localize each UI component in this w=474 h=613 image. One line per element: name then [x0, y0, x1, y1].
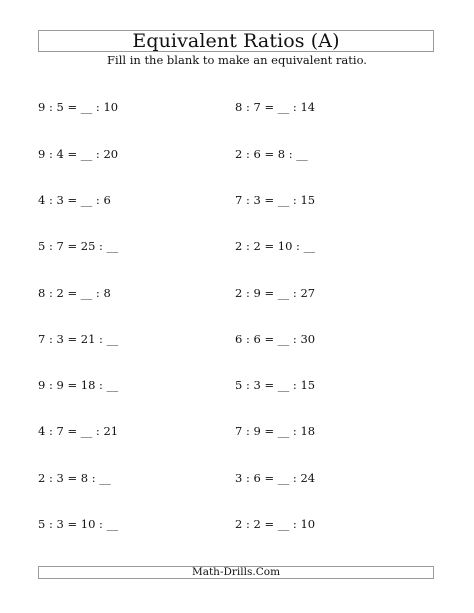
problem-5: 4 : 3 = __ : 6 — [38, 193, 111, 207]
problem-17: 2 : 3 = 8 : __ — [38, 471, 111, 485]
problem-18: 3 : 6 = __ : 24 — [235, 471, 316, 485]
problem-14: 5 : 3 = __ : 15 — [235, 378, 316, 392]
footer-box — [38, 566, 434, 579]
problem-3: 9 : 4 = __ : 20 — [38, 147, 119, 161]
problem-1: 9 : 5 = __ : 10 — [38, 100, 119, 114]
problem-grid — [38, 90, 434, 550]
problem-4: 2 : 6 = 8 : __ — [235, 147, 308, 161]
problem-11: 7 : 3 = 21 : __ — [38, 332, 119, 346]
problem-7: 5 : 7 = 25 : __ — [38, 239, 119, 253]
problem-16: 7 : 9 = __ : 18 — [235, 424, 316, 438]
problem-8: 2 : 2 = 10 : __ — [235, 239, 316, 253]
problem-2: 8 : 7 = __ : 14 — [235, 100, 316, 114]
problem-19: 5 : 3 = 10 : __ — [38, 517, 119, 531]
instructions: Fill in the blank to make an equivalent ratio. — [107, 53, 367, 67]
problem-15: 4 : 7 = __ : 21 — [38, 424, 119, 438]
problem-9: 8 : 2 = __ : 8 — [38, 286, 111, 300]
problem-10: 2 : 9 = __ : 27 — [235, 286, 316, 300]
problem-20: 2 : 2 = __ : 10 — [235, 517, 316, 531]
footer-credit: Math-Drills.Com — [191, 566, 281, 579]
title-box — [38, 30, 434, 52]
problem-12: 6 : 6 = __ : 30 — [235, 332, 316, 346]
problem-13: 9 : 9 = 18 : __ — [38, 378, 119, 392]
page-title: Equivalent Ratios (A) — [132, 29, 340, 52]
problem-6: 7 : 3 = __ : 15 — [235, 193, 316, 207]
